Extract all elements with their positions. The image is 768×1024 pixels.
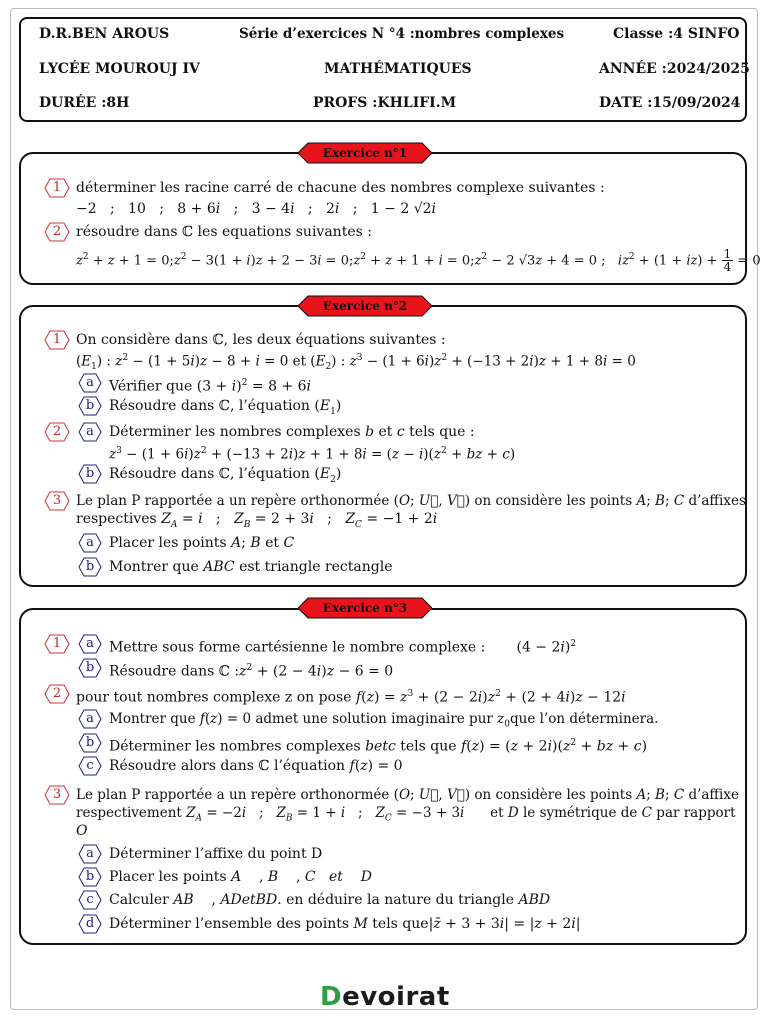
ex2-q1a-line: Vérifier que $(3 + i)^2 = 8 + 6i$ [109,378,312,395]
ex2-q3-text3: d’affixes [688,493,746,509]
question-number-marker [44,330,70,350]
ex1-q2-text: résoudre dans ℂ les equations suivantes : [76,224,372,240]
ex3-q2b-tail: tels que [400,738,457,755]
question-number: 1 [52,636,62,651]
sub-question-marker [78,658,102,678]
logo-rest: evoirat [342,982,450,1012]
ex3-q3d-text: Déterminer l’ensemble des points [109,916,350,932]
ex3-q2c-text: Résoudre alors dans ℂ l’équation [109,758,346,774]
ex3-q3c-text: Calculer [109,892,169,908]
sub-question-marker [78,890,102,910]
ex3-q1b-line: Résoudre dans ℂ $:z^2 + (2 - 4i)z - 6 = 0$ [109,663,394,680]
sub-question-letter: b [85,466,95,481]
exercise-3-title: Exercice n°3 [322,601,408,615]
ex3-q3-line2-text: respectivement [76,805,182,821]
exercise-3-banner [298,597,432,619]
ex3-q3d-tail: tels que [372,916,429,932]
ex2-q1a-text: Vérifier que [109,378,193,395]
sub-question-marker [78,422,102,442]
ex3-q1a-line: Mettre sous forme cartésienne le nombre complexe : $(4 - 2i)^2$ [109,639,577,656]
ex2-q2a-line: Déterminer les nombres complexes b et c tels que : [109,424,475,440]
profs-label: PROFS :KHLIFI.M [313,95,457,111]
sub-question-marker [78,464,102,484]
ex2-q3b-tail: est triangle rectangle [239,559,393,575]
question-number: 3 [52,493,62,508]
sub-question-letter: a [86,375,94,390]
ex3-q2-line: pour tout nombres complexe z on pose $f(z) = z^3 + (2 - 2i)z^2 + (2 + 4i)z - 12i$ [76,689,626,706]
year-label: ANNÉE :2024/2025 [599,61,750,77]
ex3-q3-line3: O [76,823,88,839]
question-number: 1 [52,332,62,347]
ex2-q2b-text: Résoudre dans ℂ, l’équation [109,466,310,482]
question-number-marker [44,422,70,442]
duration-label: DURÉE :8H [39,95,130,111]
ex2-q3-text: Le plan P rapportée a un repère orthonormée [76,493,390,509]
ex3-q3b-line: Placer les points A , B , C et D [109,869,372,885]
sub-question-marker [78,844,102,864]
sub-question-letter: b [85,735,95,750]
exercise-2-title: Exercice n°2 [322,299,408,313]
question-number-marker [44,491,70,511]
ex2-q3a-line: Placer les points A; B et C [109,535,295,551]
lycee-name: LYCÉE MOUROUJ IV [39,61,200,77]
question-number: 2 [52,224,62,239]
ex3-q3-text3: d’affixe [688,787,739,803]
ex2-q1-text: On considère dans ℂ, les deux équations suivantes : [76,332,446,348]
ex3-q3-text: Le plan P rapportée a un repère orthonormée [76,787,390,803]
ex3-q3-line2d: par rapport [656,805,736,821]
ex3-q2c-line: Résoudre alors dans ℂ l’équation f(z) = 0 [109,758,403,774]
ex1-q1-values: −2 ; 10 ; 8 + 6i ; 3 − 4i ; 2i ; 1 − 2 √2i [76,201,437,217]
sub-question-letter: a [86,636,94,651]
ex3-q3c-line: Calculer AB , ADetBD. en déduire la nature du triangle ABD [109,892,551,908]
ex2-q3-line2-text: respectives [76,511,157,527]
sub-question-letter: b [85,660,95,675]
header-box [19,17,750,122]
ex3-q2-text: pour tout nombres complexe z on pose [76,689,352,706]
ex3-q2a-text: Montrer que [109,711,196,727]
exercise-1-title: Exercice n°1 [322,146,408,160]
ex3-q2b-line: Déterminer les nombres complexes betc tels que $f(z) = (z + 2i)(z^2$ + bz + c) [109,738,648,755]
sub-question-marker [78,867,102,887]
sub-question-marker [78,634,102,654]
sub-question-letter: d [85,916,95,931]
sub-question-letter: a [86,535,94,550]
ex2-q1b-text: Résoudre dans ℂ, l’équation [109,398,310,414]
ex3-q3-line2b: et [490,805,504,821]
question-number: 2 [52,686,62,701]
ex3-q3c-tail: . en déduire la nature du triangle [277,892,514,908]
subject-label: MATHÉMATIQUES [324,61,472,77]
ex3-q2a-tail2: que l’on déterminera. [510,711,659,727]
sub-question-marker [78,756,102,776]
ex2-q1-equations: $(E_1)$ : $z^2 - (1 + 5i)z - 8 + i = 0$ et $(E_2)$ : $z^3 - (1 + 6i)z^2 + (-13 + 2i)z + 1 + 8i = 0$ [76,353,636,373]
sub-question-marker [78,733,102,753]
ex2-q2a-text: Déterminer les nombres complexes [109,424,361,440]
ex3-q3b-text: Placer les points [109,869,227,885]
sub-question-letter: b [85,398,95,413]
school-name: D.R.BEN AROUS [39,26,170,42]
sub-question-marker [78,373,102,393]
sub-question-marker [78,709,102,729]
ex1-q1-text: déterminer les racine carré de chacune des nombres complexe suivantes : [76,180,605,196]
exercise-2-banner [298,295,432,317]
ex3-q2a-line: Montrer que f(z) = 0 admet une solution imaginaire pur $z_0que$ l’on déterminera. [109,711,659,730]
sub-question-letter: a [86,846,94,861]
sub-question-marker [78,533,102,553]
ex3-q1a-text: Mettre sous forme cartésienne le nombre complexe : [109,639,486,656]
sub-question-letter: b [85,869,95,884]
ex3-q3-line2c: le symétrique de [522,805,638,821]
class-label: Classe :4 SINFO [613,26,740,42]
ex3-q3-line2: respectivement $Z_A = -2i$ ; $Z_B = 1 + i$ ; $Z_C = -3 + 3i$ et D le symétrique de C par rapport [76,805,736,824]
ex3-q3-text2: on considère les points [474,787,633,803]
ex3-q3-line1: Le plan P rapportée a un repère orthonormée (O; U⃗, V⃗) on considère les points A; B; C d’affixe [76,787,739,803]
question-number-marker [44,634,70,654]
ex2-q2b-line: Résoudre dans ℂ, l’équation $(E_2)$ [109,466,342,485]
exercise-1-banner [298,142,432,164]
ex2-q3b-text: Montrer que [109,559,199,575]
ex2-q3-text2: on considère les points [474,493,633,509]
logo-initial: D [320,982,343,1012]
ex1-q2-equations: $z^2 + z + 1$ = $0;z^2 - 3(1 + i)z + 2 - 3i$ = $0;z^2 + z + 1 + i$ = $0;z^2 - 2$ √3z + 4 = 0 ; $iz^2 + (1 + iz)$ + $\frac{1}{4}$ = 0 [76,247,761,275]
sub-question-letter: c [86,892,94,907]
ex3-q2b-text: Déterminer les nombres complexes [109,738,361,755]
ex2-q3b-line: Montrer que ABC est triangle rectangle [109,559,393,575]
ex2-q3-line2: respectives $Z_A = i$ ; $Z_B = 2 + 3i$ ; $Z_C = -1 + 2i$ [76,511,438,530]
sub-question-letter: b [85,559,95,574]
question-number-marker [44,785,70,805]
ex2-q3-line1: Le plan P rapportée a un repère orthonormée (O; U⃗, V⃗) on considère les points A; B; C d’affixes [76,493,746,509]
question-number: 1 [52,180,62,195]
date-label: DATE :15/09/2024 [599,95,741,111]
devoirat-logo [320,982,450,1012]
question-number-marker [44,178,70,198]
sub-question-letter: a [86,424,94,439]
ex2-q3a-text: Placer les points [109,535,227,551]
ex3-q2a-tail: admet une solution imaginaire pur [255,711,493,727]
series-title: Série d’exercices N °4 :nombres complexes [239,26,565,42]
question-number-marker [44,684,70,704]
sub-question-marker [78,914,102,934]
sub-question-letter: c [86,758,94,773]
ex3-q3a-text: Déterminer l’affixe du point D [109,846,323,862]
ex3-q3d-line: Déterminer l’ensemble des points M tels que|z̄ + 3 + 3i| = |z + 2i| [109,916,581,932]
question-number: 2 [52,424,62,439]
question-number: 3 [52,787,62,802]
sub-question-marker [78,396,102,416]
question-number-marker [44,222,70,242]
sub-question-letter: a [86,711,94,726]
ex3-q1b-text: Résoudre dans ℂ : [109,663,240,680]
ex2-q2a-equation: $z^3 - (1 + 6i)z^2 + (-13 + 2i)z + 1 + 8i = (z - i)(z^2$ + bz + c) [109,446,516,463]
ex2-q2a-tail: tels que : [409,424,475,440]
ex2-q1b-line: Résoudre dans ℂ, l’équation $(E_1)$ [109,398,342,417]
sub-question-marker [78,557,102,577]
